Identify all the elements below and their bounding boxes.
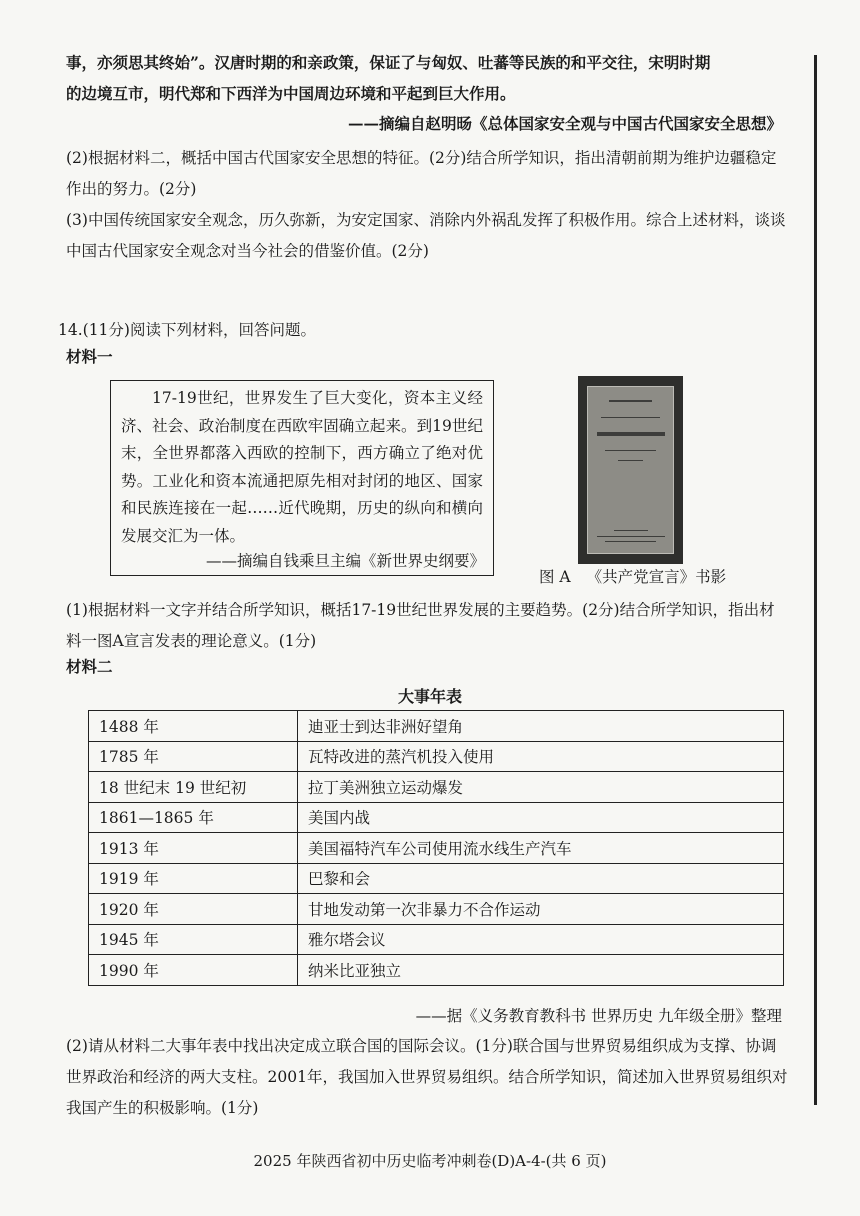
event-cell: 迪亚士到达非洲好望角	[298, 711, 784, 742]
table-row	[89, 802, 784, 833]
event-cell: 巴黎和会	[298, 863, 784, 894]
manifesto-cover-image	[578, 376, 683, 564]
year-cell: 1920 年	[89, 894, 298, 925]
material1-label: 材料一	[66, 347, 113, 366]
year-cell: 1913 年	[89, 833, 298, 864]
table-row	[89, 741, 784, 772]
event-cell: 瓦特改进的蒸汽机投入使用	[298, 741, 784, 772]
figure-caption	[539, 565, 726, 587]
material2-label: 材料二	[66, 657, 113, 676]
page-footer: 2025 年陕西省初中历史临考冲刺卷(D)A-4-(共 6 页)	[253, 1152, 607, 1170]
material1-source: ——摘编自钱乘旦主编《新世界史纲要》	[205, 552, 485, 570]
table-row	[89, 711, 784, 742]
q13-part2: (2)根据材料二，概括中国古代国家安全思想的特征。(2分)结合所学知识，指出清朝前期为维护边疆稳定作出的努力。(2分)	[66, 149, 777, 198]
page-edge-line	[814, 55, 817, 1105]
q14-part2: (2)请从材料二大事年表中找出决定成立联合国的国际会议。(1分)联合国与世界贸易组织成为支撑、协调世界政治和经济的两大支柱。2001年，我国加入世界贸易组织。结合所学知识，简述加入世界贸易组织对我国产生的积极影响。(1分)	[66, 1037, 788, 1117]
figure-caption-label: 图 A	[539, 568, 571, 586]
event-cell: 拉丁美洲独立运动爆发	[298, 772, 784, 803]
year-cell: 1919 年	[89, 863, 298, 894]
year-cell: 1990 年	[89, 955, 298, 986]
table-row	[89, 955, 784, 986]
intro-line-1: 事，亦须思其终始”。汉唐时期的和亲政策，保证了与匈奴、吐蕃等民族的和平交往，宋明时期	[66, 53, 711, 72]
table-row	[89, 894, 784, 925]
q14-part1: (1)根据材料一文字并结合所学知识，概括17-19世纪世界发展的主要趋势。(2分)结合所学知识，指出材料一图A宣言发表的理论意义。(1分)	[66, 601, 775, 650]
event-cell: 甘地发动第一次非暴力不合作运动	[298, 894, 784, 925]
intro-line-2: 的边境互市，明代郑和下西洋为中国周边环境和平起到巨大作用。	[66, 84, 516, 103]
event-cell: 美国福特汽车公司使用流水线生产汽车	[298, 833, 784, 864]
year-cell: 1945 年	[89, 924, 298, 955]
table-row	[89, 772, 784, 803]
intro-source: ——摘编自赵明旸《总体国家安全观与中国古代国家安全思想》	[347, 114, 782, 133]
figure-caption-text: 《共产党宣言》书影	[586, 568, 727, 586]
year-cell: 18 世纪末 19 世纪初	[89, 772, 298, 803]
material1-box	[110, 380, 494, 576]
event-cell: 美国内战	[298, 802, 784, 833]
table-row	[89, 833, 784, 864]
q13-part3: (3)中国传统国家安全观念，历久弥新，为安定国家、消除内外祸乱发挥了积极作用。综合上述材料，谈谈中国古代国家安全观念对当今社会的借鉴价值。(2分)	[66, 211, 786, 260]
table-row	[89, 863, 784, 894]
timeline-table	[88, 710, 784, 986]
q14-header: 14.(11分)阅读下列材料，回答问题。	[58, 321, 316, 339]
event-cell: 雅尔塔会议	[298, 924, 784, 955]
timeline-title: 大事年表	[397, 687, 462, 706]
year-cell: 1488 年	[89, 711, 298, 742]
table-row	[89, 924, 784, 955]
material1-text: 17-19世纪，世界发生了巨大变化，资本主义经济、社会、政治制度在西欧牢固确立起来。到19世纪末，全世界都落入西欧的控制下，西方确立了绝对优势。工业化和资本流通把原先相对封闭的地区、国家和民族连接在一起……近代晚期，历史的纵向和横向发展交汇为一体。	[121, 389, 483, 545]
event-cell: 纳米比亚独立	[298, 955, 784, 986]
year-cell: 1861—1865 年	[89, 802, 298, 833]
year-cell: 1785 年	[89, 741, 298, 772]
cover-page	[587, 386, 674, 554]
table-source: ——据《义务教育教科书 世界历史 九年级全册》整理	[415, 1007, 782, 1025]
